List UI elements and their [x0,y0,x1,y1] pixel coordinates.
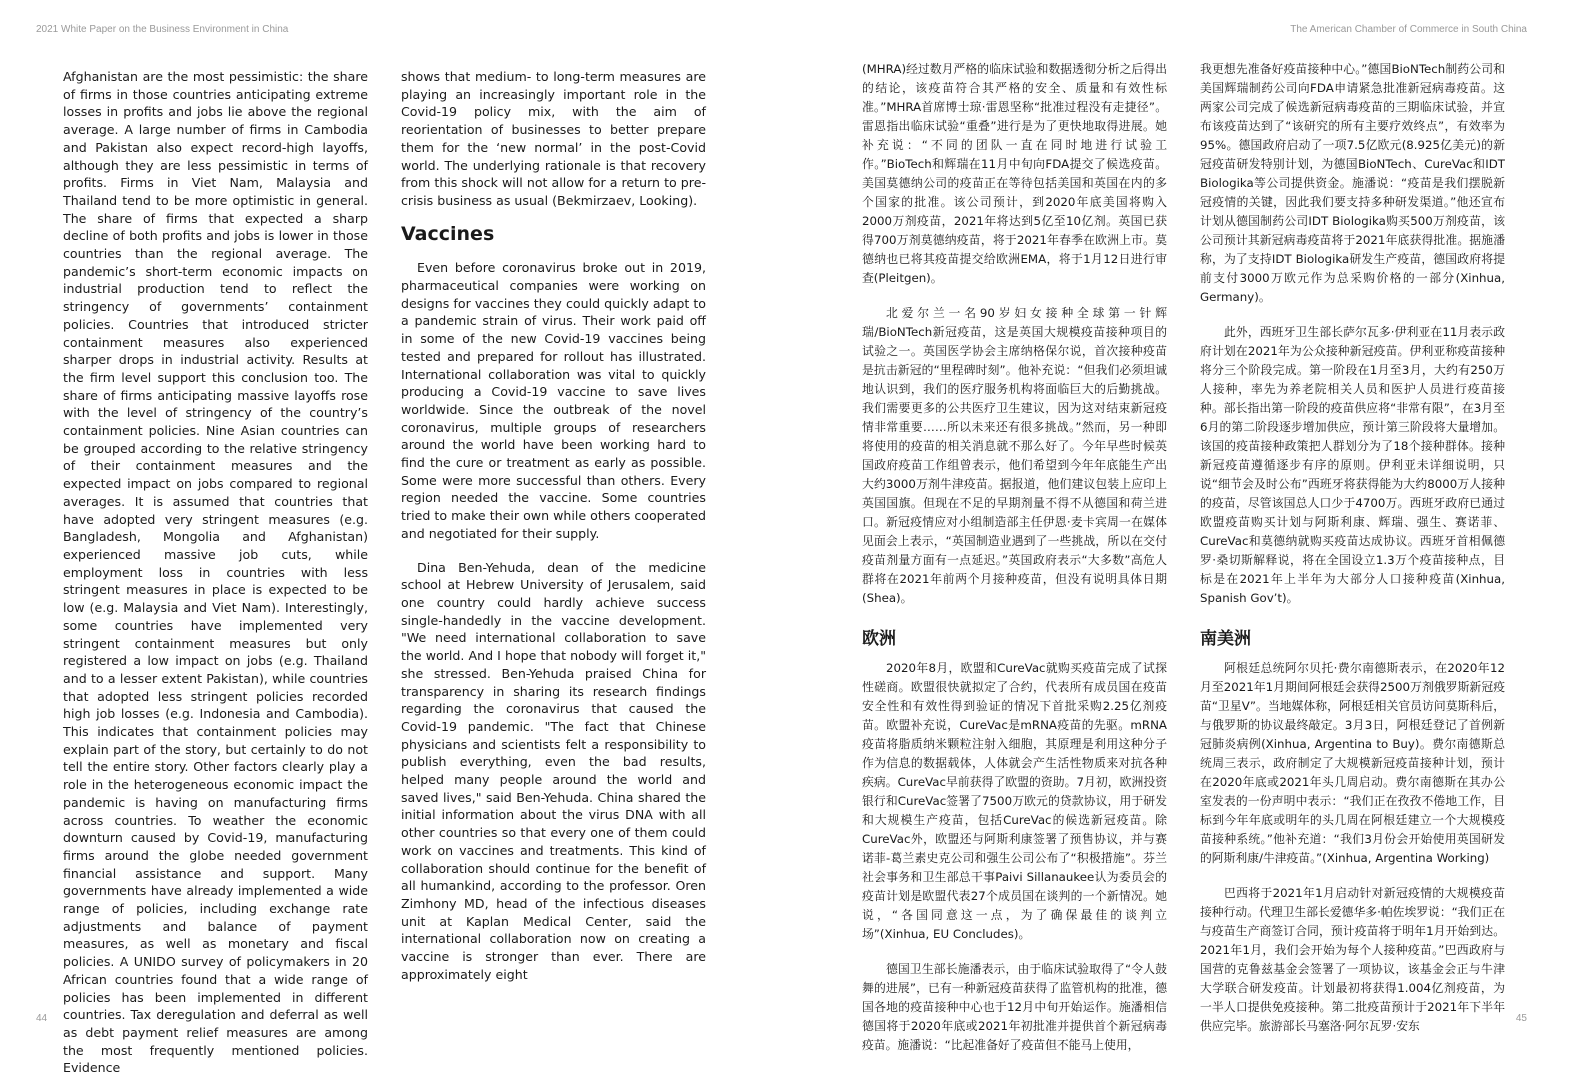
chinese-column-1 [862,60,1167,1052]
body-paragraph: 德国卫生部长施潘表示，由于临床试验取得了“令人鼓舞的进展”，已有一种新冠疫苗获得了监管机构的批准，德国各地的疫苗接种中心也于12月中旬开始运作。施潘相信德国将于2020年底或2021年初批准并提供首个新冠病毒疫苗。施潘说：“比起准备好了疫苗但不能马上使用， [862,962,1167,1052]
body-paragraph: Dina Ben-Yehuda, dean of the medicine school at Hebrew University of Jerusalem, said one country could hardly achieve success single-handedly in the vaccine development. "We need international collaboration to save the world. And I hope that nobody will forget it," she stressed. Ben-Yehuda praised China for transparency in sharing its research findings regarding the coronavirus that caused the Covid-19 pandemic. "The fact that Chinese physicians and scientists felt a responsibility to publish everything, even the bad results, helped many people around the world and saved lives," said Ben-Yehuda. China shared the initial information about the virus DNA with all other countries so that every one of them could work on vaccines and treatments. This kind of collaboration should continue for the benefit of all humankind, according to the professor. Oren Zimhony MD, head of the infectious diseases unit at Kaplan Medical Center, said the international collaboration now on creating a vaccine is stronger than ever. There are approximately eight [401,559,706,982]
english-column-2 [401,68,706,982]
body-paragraph: 巴西将于2021年1月启动针对新冠疫情的大规模疫苗接种行动。代理卫生部长爱德华多·帕佐埃罗说：“我们正在与疫苗生产商签订合同，预计疫苗将于明年1月开始到达。2021年1月，我们会开始为每个人接种疫苗。”巴西政府与国营的克鲁兹基金会签署了一项协议，该基金会正与牛津大学联合研发疫苗。计划最初将获得1.004亿剂疫苗，为一半人口提供免疫接种。第二批疫苗预计于2021年下半年供应完毕。旅游部长马塞洛·阿尔瓦罗·安东 [1200,886,1505,1033]
body-paragraph: (MHRA)经过数月严格的临床试验和数据透彻分析之后得出的结论，该疫苗符合其严格的安全、质量和有效性标准。”MHRA首席博士琼·雷恩坚称“批准过程没有走捷径”。雷恩指出临床试验“重叠”进行是为了更快地取得进展。她补充说：“不同的团队一直在同时地进行试验工作。”BioTech和辉瑞在11月中旬向FDA提交了候选疫苗。美国莫德纳公司的疫苗正在等待包括美国和英国在内的多个国家的批准。该公司预计，到2020年底美国将购入2000万剂疫苗，2021年将达到5亿至10亿剂。英国已获得700万剂莫德纳疫苗，将于2021年春季在欧洲上市。莫德纳也已将其疫苗提交给欧洲EMA，将于1月12日进行审查(Pleitgen)。 [862,62,1167,285]
body-paragraph: 北爱尔兰一名90岁妇女接种全球第一针辉瑞/BioNTech新冠疫苗，这是英国大规模疫苗接种项目的试验之一。英国医学协会主席纳格保尔说，首次接种疫苗是抗击新冠的“里程碑时刻”。他补充说：“但我们必须坦诚地认识到，我们的医疗服务机构将面临巨大的后勤挑战。我们需要更多的公共医疗卫生建议，因为这对结束新冠疫情非常重要……所以未来还有很多挑战。”然而，另一种即将使用的疫苗的相关消息就不那么好了。今年早些时候英国政府疫苗工作组曾表示，他们希望到今年年底能生产出大约3000万剂牛津疫苗。据报道，他们建议包装上应印上英国国旗。但现在不足的早期剂量不得不从德国和荷兰进口。新冠疫情应对小组制造部主任伊恩·麦卡宾周一在媒体见面会上表示，“英国制造业遇到了一些挑战，所以在交付疫苗剂量方面有一点延迟。”英国政府表示“大多数”高危人群将在2021年前两个月接种疫苗，但没有说明具体日期(Shea)。 [862,306,1167,605]
body-paragraph: Afghanistan are the most pessimistic: the share of firms in those countries anticipating extreme losses in profits and jobs lie above the regional average. A large number of firms in Cambodia and Pakistan also expect record-high layoffs, although they are less pessimistic in terms of profits. Firms in Viet Nam, Malaysia and Thailand tend to be more optimistic in general. The share of firms that expected a sharp decline of both profits and jobs is lower in those countries than the regional average. The pandemic’s short-term economic impacts on industrial production tend to reflect the stringency of governments’ containment policies. Countries that introduced stricter containment measures also experienced sharper drops in industrial activity. Results at the firm level support this conclusion too. The share of firms anticipating massive layoffs rose with the level of stringency of the country’s containment policies. Nine Asian countries can be grouped according to the relative stringency of their containment measures and the expected impact on jobs compared to regional averages. It is assumed that countries that have adopted very stringent measures (e.g. Bangladesh, Mongolia and Afghanistan) experienced massive job cuts, while employment loss in countries with less stringent measures in place is expected to be low (e.g. Malaysia and Viet Nam). Interestingly, some countries have implemented very stringent containment measures but only registered a low impact on jobs (e.g. Thailand and to a lesser extent Pakistan), while countries that adopted less stringent policies recorded high job losses (e.g. Indonesia and Cambodia). This indicates that containment policies may explain part of the story, but certainly to do not tell the entire story. Other factors clearly play a role in the heterogeneous economic impact the pandemic is having on manufacturing firms across countries. To weather the economic downturn caused by Covid-19, manufacturing firms around the globe needed government financial assistance and support. Many governments have already implemented a wide range of policies, including exchange rate adjustments and balance of payment measures, as well as monetary and fiscal policies. A UNIDO survey of policymakers in 20 African countries found that a wide range of policies has been implemented in different countries. Tax deregulation and deferral as well as debt payment relief measures are among the most frequently mentioned policies. Evidence [63,69,368,1076]
english-column-1 [63,68,368,1076]
running-header-left: 2021 White Paper on the Business Environment in China [36,24,289,35]
page-number-left: 44 [36,1013,48,1024]
body-paragraph: 2020年8月，欧盟和CureVac就购买疫苗完成了试探性磋商。欧盟很快就拟定了合约，代表所有成员国在疫苗安全性和有效性得到验证的情况下首批采购2.25亿剂疫苗。欧盟补充说，CureVac是mRNA疫苗的先驱。mRNA疫苗将脂质纳米颗粒注射入细胞，其原理是利用这种分子作为信息的数据载体，人体就会产生活性物质来对抗各种疾病。CureVac早前获得了欧盟的资助。7月初，欧洲投资银行和CureVac签署了7500万欧元的贷款协议，用于研发和大规模生产疫苗，包括CureVac的候选新冠疫苗。除CureVac外，欧盟还与阿斯利康签署了预售协议，并与赛诺菲-葛兰素史克公司和强生公司公布了“积极措施”。芬兰社会事务和卫生部总干事Paivi Sillanaukee认为委员会的疫苗计划是欧盟代表27个成员国在谈判的一个新情况。她说，“各国同意这一点，为了确保最佳的谈判立场”(Xinhua, EU Concludes)。 [862,661,1167,941]
body-paragraph: 此外，西班牙卫生部长萨尔瓦多·伊利亚在11月表示政府计划在2021年为公众接种新冠疫苗。伊利亚称疫苗接种将分三个阶段完成。第一阶段在1月至3月，大约有250万人接种，率先为养老院相关人员和医护人员进行疫苗接种。部长指出第一阶段的疫苗供应将“非常有限”，在3月至6月的第二阶段逐步增加供应，预计第三阶段将大量增加。该国的疫苗接种政策把人群划分为了18个接种群体。接种新冠疫苗遵循逐步有序的原则。伊利亚未详细说明，只说“细节会及时公布”西班牙将获得能为大约8000万人接种的疫苗，尽管该国总人口少于4700万。西班牙政府已通过欧盟疫苗购买计划与阿斯利康、辉瑞、强生、赛诺菲、CureVac和莫德纳就购买疫苗达成协议。西班牙首相佩德罗·桑切斯解释说，将在全国设立1.3万个疫苗接种点，目标是在2021年上半年为大部分人口接种疫苗(Xinhua, Spanish Gov’t)。 [1200,325,1505,605]
body-paragraph: Even before coronavirus broke out in 2019, pharmaceutical companies were working on designs for vaccines they could quickly adapt to a pandemic strain of virus. Their work paid off in some of the new Covid-19 vaccines being tested and prepared for rollout has illustrated. International collaboration was vital to quickly producing a Covid-19 vaccine to save lives worldwide. Since the outbreak of the novel coronavirus, multiple groups of researchers around the world have been working hard to find the cure or treatment as early as possible. Some were more successful than others. Every region needed the vaccine. Some countries tried to make their own while others cooperated and negotiated for their supply. [401,260,706,541]
section-heading-south-america: 南美洲 [1200,629,1251,649]
section-heading-europe: 欧洲 [862,629,896,649]
chinese-column-2 [1200,60,1505,1033]
running-header-right: The American Chamber of Commerce in South China [1290,24,1527,35]
body-paragraph: shows that medium- to long-term measures are playing an increasingly important role in the Covid-19 policy mix, with the aim of reorientation of businesses to better prepare them for the ‘new normal’ in the post-Covid world. The underlying rationale is that recovery from this shock will not allow for a return to pre-crisis business as usual (Bekmirzaev, Looking). [401,69,706,208]
body-paragraph: 阿根廷总统阿尔贝托·费尔南德斯表示，在2020年12月至2021年1月期间阿根廷会获得2500万剂俄罗斯新冠疫苗“卫星V”。当地媒体称，阿根廷相关官员访问莫斯科后，与俄罗斯的协议最终敲定。3月3日，阿根廷登记了首例新冠肺炎病例(Xinhua, Argentina to Buy)。费尔南德斯总统周三表示，政府制定了大规模新冠疫苗接种计划，预计在2020年底或2021年头几周启动。费尔南德斯在其办公室发表的一份声明中表示：“我们正在孜孜不倦地工作，目标到今年年底或明年的头几周在阿根廷建立一个大规模疫苗接种系统。”他补充道：“我们3月份会开始使用英国研发的阿斯利康/牛津疫苗。”(Xinhua, Argentina Working) [1200,661,1505,865]
page-number-right: 45 [1515,1013,1527,1024]
body-paragraph: 我更想先准备好疫苗接种中心。”德国BioNTech制药公司和美国辉瑞制药公司向FDA申请紧急批准新冠病毒疫苗。这两家公司完成了候选新冠病毒疫苗的三期临床试验，并宣布该疫苗达到了“该研究的所有主要疗效终点”，有效率为95%。德国政府启动了一项7.5亿欧元(8.925亿美元)的新冠疫苗研发特别计划，为德国BioNTech、CureVac和IDT Biologika等公司提供资金。施潘说：“疫苗是我们摆脱新冠疫情的关键，因此我们要支持多种研发渠道。”他还宣布计划从德国制药公司IDT Biologika购买500万剂疫苗，该公司预计其新冠病毒疫苗将于2021年底获得批准。据施潘称，为了支持IDT Biologika研发生产疫苗，德国政府将提前支付3000万欧元作为总采购价格的一部分(Xinhua, Germany)。 [1200,62,1505,304]
section-heading-vaccines: Vaccines [401,222,495,245]
